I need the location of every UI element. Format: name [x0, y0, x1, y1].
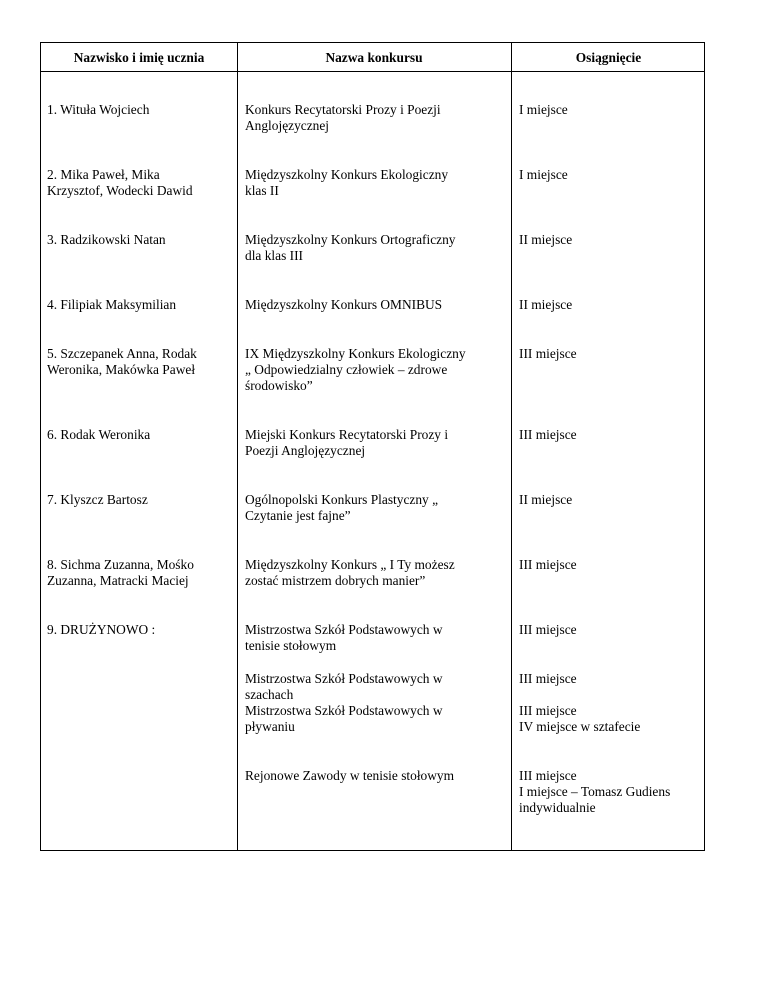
- row9-team-label: 9. DRUŻYNOWO :: [47, 622, 156, 637]
- row6-result: III miejsce: [519, 427, 577, 442]
- column-divider: [511, 43, 512, 850]
- row7-student: 7. Klyszcz Bartosz: [47, 492, 148, 507]
- row1-student: 1. Wituła Wojciech: [47, 102, 150, 117]
- row7-contest: Ogólnopolski Konkurs Plastyczny „ Czytanie jest fajne”: [245, 492, 439, 523]
- team-entry-contest: Mistrzostwa Szkół Podstawowych w szachach: [245, 671, 443, 702]
- row5-student: 5. Szczepanek Anna, Rodak Weronika, Makówka Paweł: [47, 346, 197, 377]
- achievements-table: [40, 42, 705, 851]
- row7-result: II miejsce: [519, 492, 573, 507]
- team-entry-result: III miejsce IV miejsce w sztafecie: [519, 703, 641, 734]
- row4-student: 4. Filipiak Maksymilian: [47, 297, 177, 312]
- row4-result: II miejsce: [519, 297, 573, 312]
- team-entry-result: III miejsce: [519, 622, 577, 637]
- team-entry-result: III miejsce: [519, 671, 577, 686]
- row1-result: I miejsce: [519, 102, 568, 117]
- row6-student: 6. Rodak Weronika: [47, 427, 151, 442]
- header-result: Osiągnięcie: [575, 50, 642, 65]
- row2-contest: Międzyszkolny Konkurs Ekologiczny klas II: [245, 167, 449, 198]
- row2-student: 2. Mika Paweł, Mika Krzysztof, Wodecki Dawid: [47, 167, 193, 198]
- row5-contest: IX Międzyszkolny Konkurs Ekologiczny „ Odpowiedzialny człowiek – zdrowe środowisko”: [245, 346, 466, 393]
- team-entry-contest: Mistrzostwa Szkół Podstawowych w tenisie stołowym: [245, 622, 443, 653]
- row6-contest: Miejski Konkurs Recytatorski Prozy i Poezji Anglojęzycznej: [245, 427, 449, 458]
- header-student: Nazwisko i imię ucznia: [73, 50, 205, 65]
- row5-result: III miejsce: [519, 346, 577, 361]
- row8-contest: Międzyszkolny Konkurs „ I Ty możesz zostać mistrzem dobrych manier”: [245, 557, 455, 588]
- team-entry-contest: Mistrzostwa Szkół Podstawowych w pływaniu: [245, 703, 443, 734]
- row3-contest: Międzyszkolny Konkurs Ortograficzny dla klas III: [245, 232, 456, 263]
- team-entry-result: III miejsce I miejsce – Tomasz Gudiens indywidualnie: [519, 768, 671, 815]
- row8-result: III miejsce: [519, 557, 577, 572]
- column-divider: [237, 43, 238, 850]
- row3-result: II miejsce: [519, 232, 573, 247]
- header-divider: [41, 71, 704, 72]
- row3-student: 3. Radzikowski Natan: [47, 232, 166, 247]
- row1-contest: Konkurs Recytatorski Prozy i Poezji Anglojęzycznej: [245, 102, 441, 133]
- team-entry-contest: Rejonowe Zawody w tenisie stołowym: [245, 768, 455, 783]
- row2-result: I miejsce: [519, 167, 568, 182]
- header-contest: Nazwa konkursu: [325, 50, 423, 65]
- row8-student: 8. Sichma Zuzanna, Mośko Zuzanna, Matracki Maciej: [47, 557, 194, 588]
- row4-contest: Międzyszkolny Konkurs OMNIBUS: [245, 297, 443, 312]
